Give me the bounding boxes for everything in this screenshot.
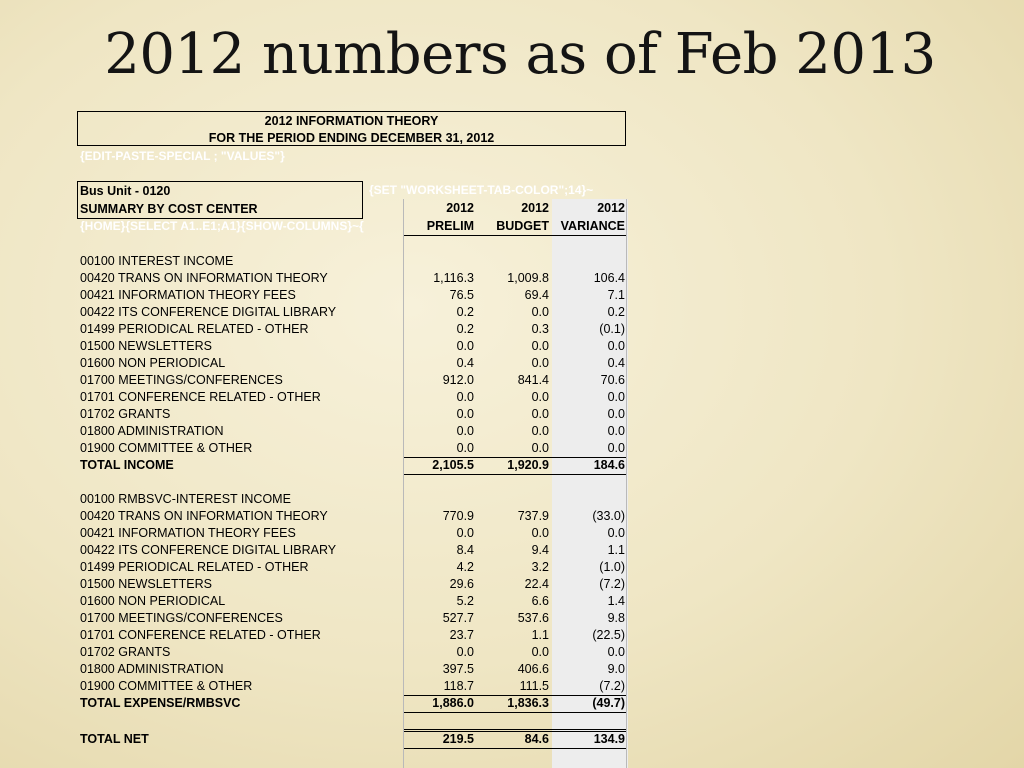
header-underline	[404, 235, 626, 236]
prelim-value: 0.4	[456, 356, 474, 370]
row-label: 00421 INFORMATION THEORY FEES	[80, 526, 296, 540]
report-title: 2012 INFORMATION THEORY	[264, 114, 439, 128]
table-row	[77, 423, 629, 440]
budget-value: 0.0	[531, 424, 549, 438]
row-label: 01499 PERIODICAL RELATED - OTHER	[80, 560, 309, 574]
table-row	[77, 559, 629, 576]
budget-value: 841.4	[517, 373, 549, 387]
summary-label: SUMMARY BY COST CENTER	[80, 202, 258, 216]
table-row	[77, 270, 629, 287]
budget-value: 406.6	[517, 662, 549, 676]
variance-value: 70.6	[600, 373, 625, 387]
prelim-value: 8.4	[456, 543, 474, 557]
row-label: 01500 NEWSLETTERS	[80, 577, 212, 591]
prelim-value: 0.0	[456, 441, 474, 455]
row-label: 00422 ITS CONFERENCE DIGITAL LIBRARY	[80, 543, 337, 557]
variance-value: (33.0)	[592, 509, 625, 523]
macro-text: {EDIT-PASTE-SPECIAL ; "VALUES"}	[80, 149, 285, 163]
prelim-value: 5.2	[456, 594, 474, 608]
variance-value: 0.4	[607, 356, 625, 370]
budget-value: 3.2	[531, 560, 549, 574]
budget-value: 111.5	[519, 679, 549, 693]
row-label: 01800 ADMINISTRATION	[80, 662, 224, 676]
section-heading: 00100 INTEREST INCOME	[80, 254, 234, 268]
row-label: 01700 MEETINGS/CONFERENCES	[80, 611, 283, 625]
row-label: 01702 GRANTS	[80, 645, 171, 659]
table-row	[77, 338, 629, 355]
row-label: 01499 PERIODICAL RELATED - OTHER	[80, 322, 309, 336]
table-row	[77, 678, 629, 695]
row-label: 00421 INFORMATION THEORY FEES	[80, 288, 296, 302]
table-row	[77, 304, 629, 321]
prelim-value: 0.2	[456, 305, 474, 319]
variance-value: 106.4	[593, 271, 625, 285]
table-row	[77, 321, 629, 338]
table-row	[77, 440, 629, 457]
table-row	[77, 372, 629, 389]
table-row	[77, 525, 629, 542]
budget-value: 6.6	[531, 594, 549, 608]
budget-value: 1,009.8	[507, 271, 549, 285]
prelim-value: 0.0	[456, 424, 474, 438]
budget-value: 0.0	[531, 356, 549, 370]
budget-value: 0.0	[531, 526, 549, 540]
table-row	[77, 287, 629, 304]
prelim-value: 0.0	[456, 390, 474, 404]
budget-header: BUDGET	[496, 219, 549, 233]
row-label: 01600 NON PERIODICAL	[80, 594, 226, 608]
prelim-value: 76.5	[449, 288, 474, 302]
row-label: 01702 GRANTS	[80, 407, 171, 421]
bus-unit-label: Bus Unit - 0120	[80, 184, 171, 198]
budget-value: 537.6	[517, 611, 549, 625]
row-label: 01900 COMMITTEE & OTHER	[80, 441, 253, 455]
prelim-value: 23.7	[449, 628, 474, 642]
bus-unit-box	[77, 181, 363, 219]
budget-value: 0.0	[531, 645, 549, 659]
prelim-value: 118.7	[443, 679, 474, 693]
prelim-value: 0.0	[456, 339, 474, 353]
prelim-value: 1,116.3	[433, 271, 474, 285]
prelim-value: 29.6	[449, 577, 474, 591]
row-label: 01701 CONFERENCE RELATED - OTHER	[80, 628, 321, 642]
table-row	[77, 406, 629, 423]
total-rule	[404, 712, 626, 713]
budget-value: 9.4	[531, 543, 549, 557]
prelim-value: 397.5	[442, 662, 474, 676]
prelim-value: 0.0	[456, 407, 474, 421]
variance-value: 0.0	[607, 424, 625, 438]
row-label: 01701 CONFERENCE RELATED - OTHER	[80, 390, 321, 404]
variance-value: 0.0	[607, 645, 625, 659]
row-label: 00422 ITS CONFERENCE DIGITAL LIBRARY	[80, 305, 337, 319]
report-period: FOR THE PERIOD ENDING DECEMBER 31, 2012	[208, 131, 495, 145]
prelim-value: 4.2	[456, 560, 474, 574]
prelim-value: 912.0	[442, 373, 474, 387]
variance-value: (0.1)	[599, 322, 625, 336]
row-label: 01800 ADMINISTRATION	[80, 424, 224, 438]
variance-value: 0.0	[607, 390, 625, 404]
variance-value: 1.4	[607, 594, 625, 608]
macro-text: {SET "WORKSHEET-TAB-COLOR";14}~	[369, 183, 594, 197]
net-rule	[404, 748, 626, 749]
budget-value: 22.4	[524, 577, 549, 591]
budget-value: 0.0	[531, 339, 549, 353]
row-label: 00420 TRANS ON INFORMATION THEORY	[80, 271, 328, 285]
table-row	[77, 627, 629, 644]
budget-value: 737.9	[517, 509, 549, 523]
table-row	[77, 355, 629, 372]
variance-value: (7.2)	[599, 577, 625, 591]
report-title-box	[77, 111, 626, 146]
variance-header: VARIANCE	[560, 219, 625, 233]
table-row	[77, 593, 629, 610]
row-label: 00420 TRANS ON INFORMATION THEORY	[80, 509, 328, 523]
variance-value: (7.2)	[599, 679, 625, 693]
table-row	[77, 661, 629, 678]
variance-value: 9.0	[607, 662, 625, 676]
prelim-value: 527.7	[442, 611, 474, 625]
variance-value: (1.0)	[599, 560, 625, 574]
variance-value: 0.0	[607, 407, 625, 421]
row-label: 01500 NEWSLETTERS	[80, 339, 212, 353]
table-row	[77, 644, 629, 661]
variance-value: 0.0	[607, 441, 625, 455]
net-rule	[404, 729, 626, 730]
prelim-value: 0.0	[456, 526, 474, 540]
budget-value: 69.4	[524, 288, 549, 302]
prelim-value: 770.9	[442, 509, 474, 523]
budget-year: 2012	[521, 201, 549, 215]
variance-value: 0.2	[607, 305, 625, 319]
variance-value: 7.1	[607, 288, 625, 302]
variance-value: (22.5)	[592, 628, 625, 642]
spreadsheet-table	[77, 111, 629, 768]
table-row	[77, 389, 629, 406]
total-expense-row: TOTAL EXPENSE/RMBSVC 1,886.0 1,836.3 (49.7)	[80, 696, 625, 710]
row-label: 01900 COMMITTEE & OTHER	[80, 679, 253, 693]
variance-value: 0.0	[607, 526, 625, 540]
section-heading: 00100 RMBSVC-INTEREST INCOME	[80, 492, 291, 506]
variance-value: 1.1	[607, 543, 625, 557]
macro-text: {HOME}{SELECT A1..E1;A1}{SHOW-COLUMNS}~{	[80, 219, 364, 233]
prelim-value: 0.2	[456, 322, 474, 336]
table-row	[77, 576, 629, 593]
budget-value: 1.1	[531, 628, 549, 642]
variance-year: 2012	[597, 201, 625, 215]
table-row	[77, 508, 629, 525]
total-rule	[404, 474, 626, 475]
prelim-year: 2012	[446, 201, 474, 215]
budget-value: 0.0	[531, 407, 549, 421]
budget-value: 0.3	[531, 322, 549, 336]
row-label: 01600 NON PERIODICAL	[80, 356, 226, 370]
budget-value: 0.0	[531, 390, 549, 404]
prelim-header: PRELIM	[426, 219, 474, 233]
prelim-value: 0.0	[456, 645, 474, 659]
variance-value: 0.0	[607, 339, 625, 353]
budget-value: 0.0	[531, 441, 549, 455]
table-row	[77, 610, 629, 627]
total-net-row: TOTAL NET 219.5 84.6 134.9	[80, 732, 625, 746]
slide-title: 2012 numbers as of Feb 2013	[104, 22, 936, 87]
row-label: 01700 MEETINGS/CONFERENCES	[80, 373, 283, 387]
variance-value: 9.8	[607, 611, 625, 625]
budget-value: 0.0	[531, 305, 549, 319]
table-row	[77, 542, 629, 559]
total-income-row: TOTAL INCOME 2,105.5 1,920.9 184.6	[80, 458, 625, 472]
